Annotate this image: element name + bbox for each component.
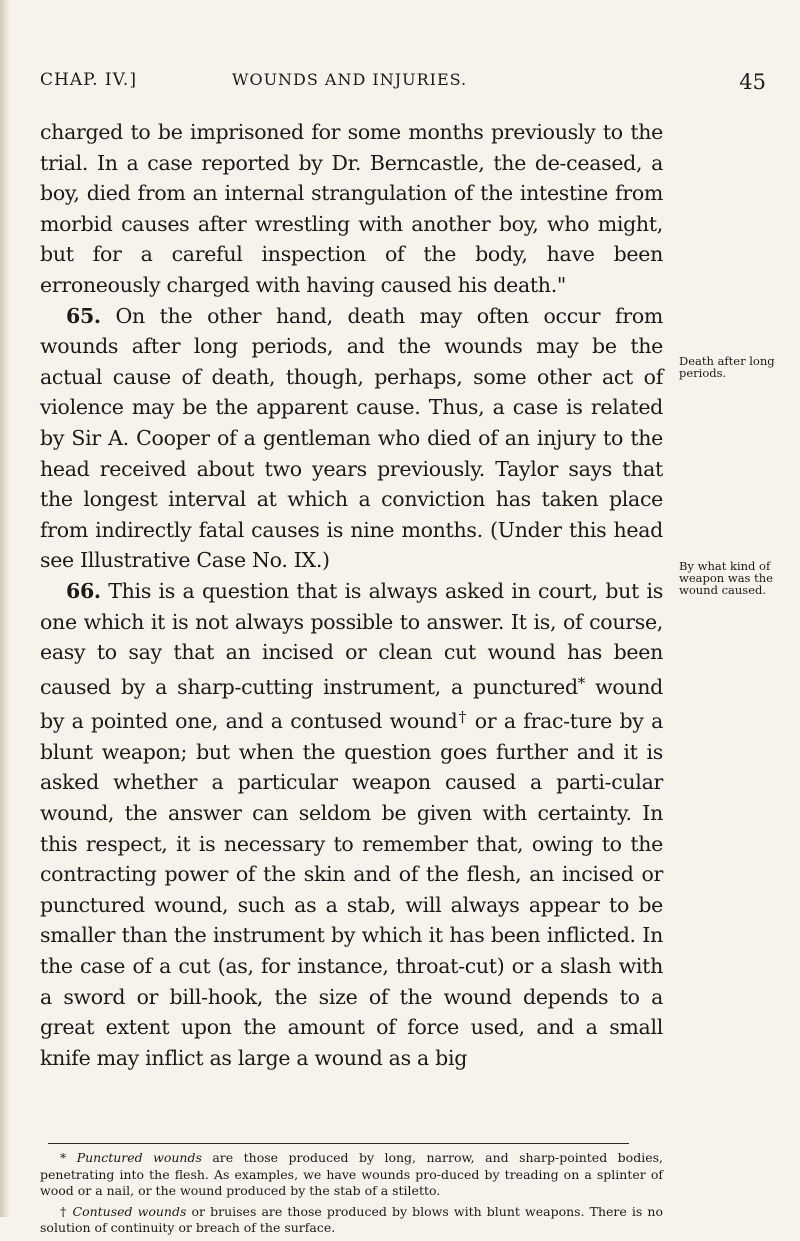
paragraph-number: 65.: [66, 303, 101, 328]
paragraph-text: or a frac-ture by a blunt weapon; but when the question goes further and it is asked whether a particular weapon caused a parti-cular wound, the answer can seldom be given with certainty. In this respect, it is necessary to remember that, owing to the contracting power of the skin and of the flesh, an incised or punctured wound, such as a stab, will always appear to be smaller than the instrument by which it has been inflicted. In the case of a cut (as, for instance, throat-cut) or a slash with a sword or bill-hook, the size of the wound depends to a great extent upon the amount of force used, and a small knife may inflict as large a wound as a big: [40, 709, 664, 1070]
page-number: 45: [739, 70, 766, 94]
paragraph-text: This is a question that is always asked in court, but is one which it is not always possible to answer. It is, of course, easy to say that an incised or clean cut wound has been caused by a sharp-cutting instrument, a punctured: [40, 578, 663, 699]
footnote-text: are those produced by long, narrow, and sharp-pointed bodies, penetrating into the flesh. As examples, we have wounds pro-duced by treading on a splinter of wood or a nail, or the wound produced by the stab of a stiletto.: [40, 1150, 663, 1198]
footnote: [40, 1204, 663, 1237]
footnotes: [40, 1150, 663, 1241]
footnote-reference: *: [577, 673, 585, 692]
footnote-text: or bruises are those produced by blows with blunt weapons. There is no solution of continuity or breach of the surface.: [40, 1203, 664, 1235]
footnote-reference: †: [457, 708, 468, 727]
paragraph-text: wound by a pointed one, and a contused wound: [40, 674, 663, 734]
paragraph-text: charged to be imprisoned for some months previously to the trial. In a case reported by Dr. Berncastle, the de-ceased, a boy, died from an internal strangulation of the intestine from morbid causes after wrestling with another boy, who might, but for a careful inspection of the body, have been erroneously charged with having caused his death.": [40, 120, 663, 297]
page-binding-edge: [0, 0, 10, 1217]
footnote: [40, 1150, 663, 1200]
footnote-term: Punctured wounds: [76, 1150, 202, 1165]
body-text: [40, 117, 663, 1073]
chapter-label: CHAP. IV.]: [40, 70, 137, 90]
paragraph-number: 66.: [66, 578, 101, 603]
paragraph-continued: [40, 117, 663, 301]
running-header: [40, 70, 766, 96]
paragraph-text: On the other hand, death may often occur from wounds after long periods, and the wounds may be the actual cause of death, though, perhaps, some other act of violence may be the apparent cause. Thus, a case is related by Sir A. Cooper of a gentleman who died of an injury to the head received about two years previously. Taylor says that the longest interval at which a conviction has taken place from indirectly fatal causes is nine months. (Under this head see Illustrative Case No. IX.): [40, 303, 663, 573]
footnote-mark: *: [60, 1150, 67, 1165]
footnote-mark: †: [60, 1203, 68, 1219]
footnote-rule: [48, 1143, 629, 1144]
footnote-term: Contused wounds: [72, 1203, 187, 1219]
paragraph-65: [40, 301, 663, 576]
paragraph-66: [40, 576, 663, 1074]
margin-note: By what kind of weapon was the wound caused.: [679, 559, 773, 597]
running-title: WOUNDS AND INJURIES.: [232, 70, 468, 89]
margin-note: Death after long periods.: [679, 354, 775, 380]
